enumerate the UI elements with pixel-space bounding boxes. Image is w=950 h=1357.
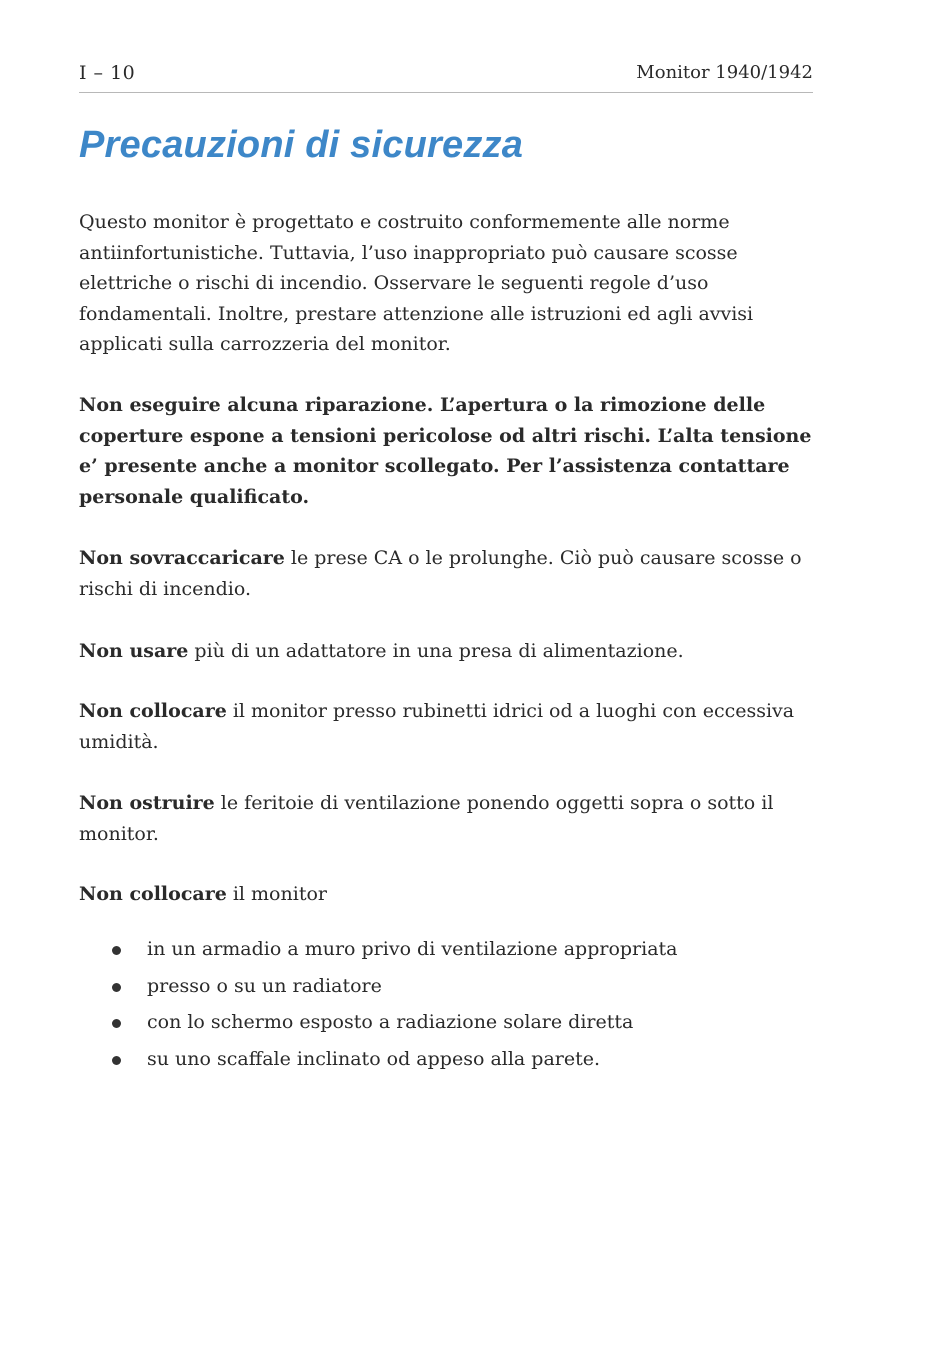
placement-list	[110, 934, 678, 1080]
bullet-icon	[112, 983, 121, 992]
rule-lead: Non collocare	[79, 700, 227, 722]
rule-paragraph	[79, 879, 819, 910]
list-item	[110, 1007, 678, 1044]
section-title: Precauzioni di sicurezza	[79, 124, 524, 166]
page-number: I – 10	[79, 62, 136, 84]
rule-text: più di un adattatore in una presa di alimentazione.	[188, 640, 684, 662]
rule-lead: Non collocare	[79, 883, 227, 905]
rule-text: il monitor presso rubinetti idrici od a luoghi con eccessiva umidità.	[79, 700, 795, 753]
bullet-icon	[112, 1019, 121, 1028]
rule-paragraph	[79, 636, 819, 667]
rule-lead: Non sovraccaricare	[79, 547, 285, 569]
rule-text: le feritoie di ventilazione ponendo oggetti sopra o sotto il monitor.	[79, 792, 774, 845]
repair-warning: Non eseguire alcuna riparazione. L’apertura o la rimozione delle coperture espone a tensioni pericolose od altri rischi. L’alta tensione e’ presente anche a monitor scollegato. Per l’assistenza contattare personale qualificato.	[79, 394, 812, 508]
list-item-text: su uno scaffale inclinato od appeso alla parete.	[147, 1047, 601, 1070]
rule-lead: Non ostruire	[79, 792, 215, 814]
list-item	[110, 934, 678, 971]
rule-text: le prese CA o le prolunghe. Ciò può causare scosse o rischi di incendio.	[79, 547, 802, 600]
rule-paragraph	[79, 696, 819, 757]
list-item-text: presso o su un radiatore	[147, 974, 382, 997]
bullet-icon	[112, 946, 121, 955]
list-item	[110, 971, 678, 1008]
page-header	[79, 58, 813, 93]
list-item-text: in un armadio a muro privo di ventilazione appropriata	[147, 938, 678, 960]
bullet-icon	[112, 1056, 121, 1065]
rule-lead: Non usare	[79, 640, 189, 662]
rule-paragraph	[79, 543, 819, 604]
list-item	[110, 1044, 678, 1081]
running-title: Monitor 1940/1942	[636, 62, 813, 83]
list-item-text: con lo schermo esposto a radiazione solare diretta	[147, 1011, 634, 1033]
rule-paragraph	[79, 788, 819, 849]
rule-text: il monitor	[226, 883, 327, 905]
intro-paragraph: Questo monitor è progettato e costruito conformemente alle norme antiinfortunistiche. Tuttavia, l’uso inappropriato può causare scosse elettriche o rischi di incendio. Osservare le seguenti regole d’uso fondamentali. Inoltre, prestare attenzione alle istruzioni ed agli avvisi applicati sulla carrozzeria del monitor.	[79, 211, 754, 355]
